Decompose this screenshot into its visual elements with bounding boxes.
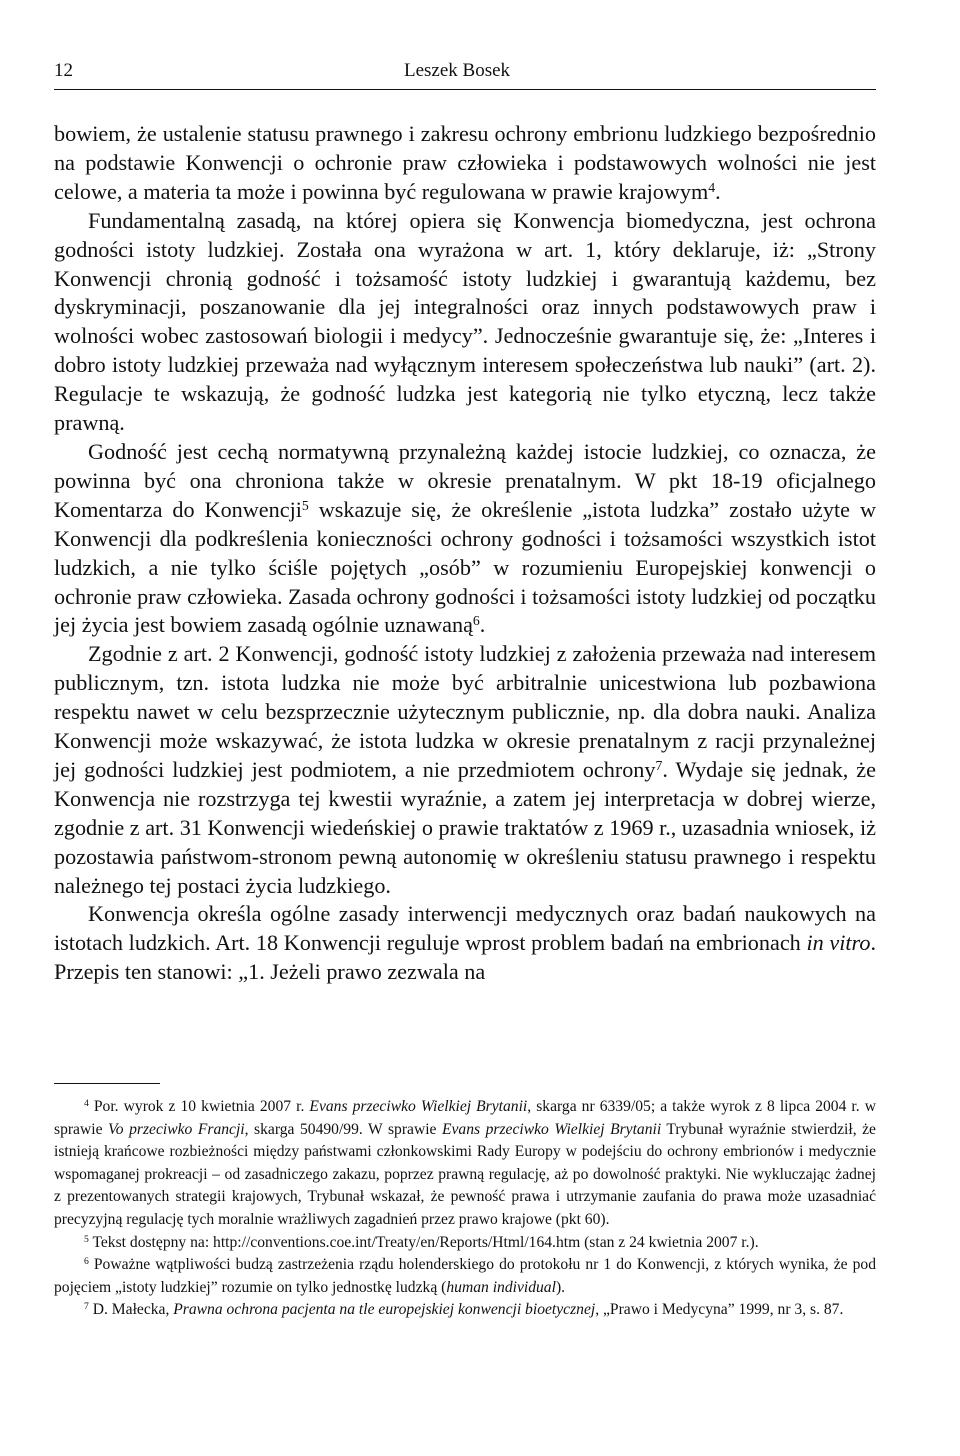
footnote-text: Tekst dostępny na: http://conventions.coe.int/Treaty/en/Reports/Html/164.htm (stan z 24 kwietnia 2007 r.). xyxy=(88,1233,759,1251)
italic-text: Evans przeciwko Wielkiej Brytanii xyxy=(441,1120,662,1138)
paragraph-text: . xyxy=(715,178,721,204)
footnote-ref: 7 xyxy=(655,758,663,774)
paragraph-text: . Przepis ten stanowi: „1. Jeżeli prawo zezwala na xyxy=(54,930,877,985)
paragraph-text: Konwencja określa ogólne zasady interwencji medycznych oraz badań naukowych na istotach ludzkich. Art. 18 Konwencji reguluje wprost problem badań na embrionach xyxy=(54,901,876,956)
footnote xyxy=(54,1096,876,1232)
italic-text: human individual xyxy=(446,1278,556,1296)
main-text xyxy=(54,120,876,987)
italic-text: Vo przeciwko Francji xyxy=(108,1120,245,1138)
paragraph-text: Zgodnie z art. 2 Konwencji, godność istoty ludzkiej z założenia przeważa nad interesem publicznym, tzn. istota ludzka nie może być arbitralnie unicestwiona lub pozbawiona respektu nawet w celu bezsprzecznie użytecznym publicznie, np. dla dobra nauki. Analiza Konwencji może wskazywać, że istota ludzka w okresie prenatalnym z racji przynależnej jej godności ludzkiej jest podmiotem, a nie przedmiotem ochrony xyxy=(54,641,876,782)
running-head-author: Leszek Bosek xyxy=(404,60,511,81)
footnote-ref: 4 xyxy=(84,1098,89,1110)
footnote-text: D. Małecka, xyxy=(88,1301,174,1319)
paragraph-text: Godność jest cechą normatywną przynależną każdej istocie ludzkiej, co oznacza, że powinna być ona chroniona także w okresie prenatalnym. W pkt 18-19 oficjalnego Komentarza do Konwencji xyxy=(54,438,876,522)
italic-text: in vitro xyxy=(806,930,871,956)
footnote-separator xyxy=(54,1083,160,1084)
body-paragraph xyxy=(54,900,876,987)
footnote xyxy=(54,1254,876,1299)
footnote xyxy=(54,1299,876,1322)
italic-text: Prawna ochrona pacjenta na tle europejskiej konwencji bioetycznej xyxy=(173,1301,596,1319)
paragraph-text: bowiem, że ustalenie statusu prawnego i zakresu ochrony embrionu ludzkiego bezpośrednio na podstawie Konwencji o ochronie praw człowieka i podstawowych wolności nie jest celowe, a materia ta może i powinna być regulowana w prawie krajowym xyxy=(54,121,876,204)
footnote xyxy=(54,1232,876,1255)
footnote-text: ). xyxy=(555,1278,566,1296)
footnote-ref: 6 xyxy=(472,613,480,629)
body-paragraph xyxy=(54,640,876,900)
footnotes xyxy=(54,1096,876,1322)
footnote-ref: 5 xyxy=(84,1233,89,1245)
body-paragraph xyxy=(54,120,876,207)
footnote-ref: 4 xyxy=(708,179,716,195)
footnote-text: , skarga nr 6339/05; a także wyrok z 8 lipca 2004 r. w sprawie xyxy=(54,1098,876,1138)
paragraph-text: wskazuje się, że określenie „istota ludzka” zostało użyte w Konwencji dla podkreślenia konieczności ochrony godności i tożsamości wszystkich istot ludzkich, a nie tylko ściśle pojętych „osób” w rozumieniu Europejskiej konwencji o ochronie praw człowieka. Zasada ochrony godności i tożsamości istoty ludzkiej od początku jej życia jest bowiem zasadą ogólnie uznawaną xyxy=(54,496,876,638)
footnote-ref: 6 xyxy=(84,1256,89,1268)
footnote-text: Poważne wątpliwości budzą zastrzeżenia rządu holenderskiego do protokołu nr 1 do Konwencji, z których wynika, że pod pojęciem „istoty ludzkiej” rozumie on tylko jednostkę ludzką ( xyxy=(54,1256,876,1296)
footnote-text: , „Prawo i Medycyna” 1999, nr 3, s. 87. xyxy=(595,1301,844,1319)
header-rule xyxy=(54,89,876,90)
footnote-text: Por. wyrok z 10 kwietnia 2007 r. xyxy=(88,1098,310,1115)
footnote-text: , skarga 50490/99. W sprawie xyxy=(244,1120,442,1138)
footnote-text: Trybunał wyraźnie stwierdził, że istnieją krańcowe rozbieżności między państwami członkowskimi Rady Europy w podejściu do ochrony embrionów i medycznie wspomaganej prokreacji – od zasadniczego zakazu, poprzez prawną regulację, aż po dowolność praktyki. Nie wykluczając żadnej z prezentowanych strategii krajowych, Trybunał wskazał, że pewność prawa i utrzymanie zaufania do prawa może uzasadniać precyzyjną regulację tych moralnie wrażliwych zagadnień przez prawo krajowe (pkt 60). xyxy=(54,1120,876,1228)
paragraph-text: . xyxy=(479,612,486,638)
footnote-ref: 7 xyxy=(84,1301,89,1313)
italic-text: Evans przeciwko Wielkiej Brytanii xyxy=(309,1098,528,1115)
body-paragraph xyxy=(54,438,876,640)
body-paragraph xyxy=(54,207,876,438)
paragraph-text: Fundamentalną zasadą, na której opiera się Konwencja biomedyczna, jest ochrona godności istoty ludzkiej. Została ona wyrażona w art. 1, który deklaruje, iż: „Strony Konwencji chronią godność i tożsamość istoty ludzkiej i gwarantują każdemu, bez dyskryminacji, poszanowanie dla jej integralności oraz innych podstawowych praw i wolności wobec zastosowań biologii i medycy”. Jednocześnie gwarantuje się, że: „Interes i dobro istoty ludzkiej przeważa nad wyłącznym interesem społeczeństwa lub nauki” (art. 2). Regulacje te wskazują, że godność ludzka jest kategorią nie tylko etyczną, lecz także prawną. xyxy=(54,207,876,436)
footnote-ref: 5 xyxy=(301,497,309,513)
running-header xyxy=(54,58,876,88)
page-number: 12 xyxy=(54,60,73,81)
paragraph-text: . Wydaje się jednak, że Konwencja nie rozstrzyga tej kwestii wyraźnie, a zatem jej interpretacja w dobrej wierze, zgodnie z art. 31 Konwencji wiedeńskiej o prawie traktatów z 1969 r., uzasadnia wniosek, iż pozostawia państwom-stronom pewną autonomię w określeniu statusu prawnego i respektu należnego tej postaci życia ludzkiego. xyxy=(54,756,876,898)
